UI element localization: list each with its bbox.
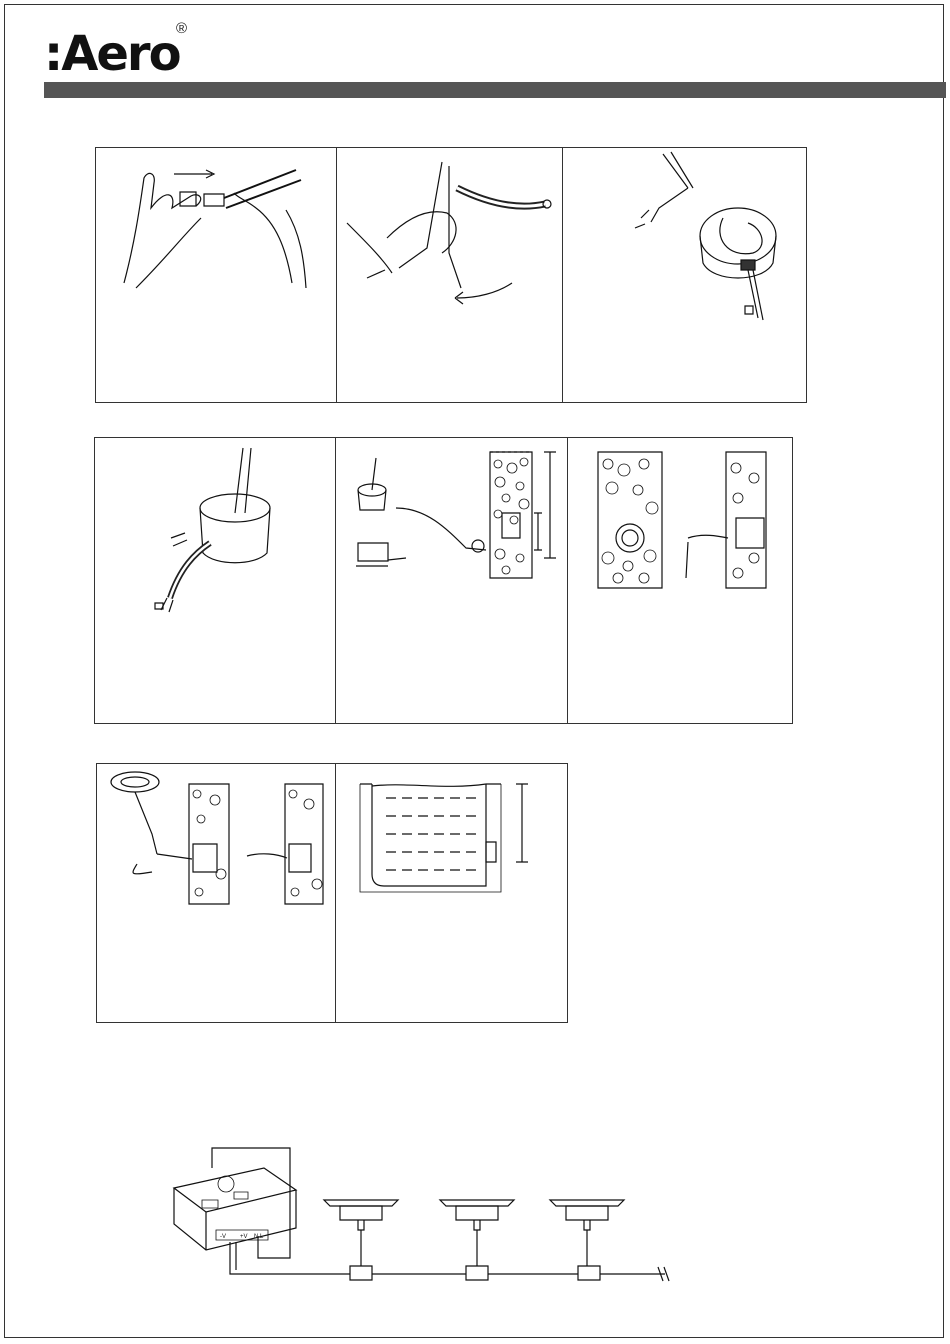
housing-set-in-wall-icon (568, 438, 793, 723)
pool-lamp-2-icon (440, 1200, 514, 1266)
steps-row-1 (95, 147, 807, 403)
terminal-label-negative: -V (220, 1234, 226, 1240)
pool-filled-with-water-icon (336, 764, 568, 1022)
wiring-diagram (160, 1140, 700, 1290)
transformer-box-icon (174, 1168, 296, 1250)
step-6-panel (567, 438, 792, 723)
steps-row-2 (94, 437, 793, 724)
terminal-label-mains: N L (254, 1234, 264, 1240)
step-7-panel (97, 764, 335, 1022)
lamp-inserted-into-wall-icon (97, 764, 335, 1022)
pool-lamp-1-icon (324, 1200, 398, 1266)
step-1-panel (96, 148, 336, 402)
step-2-panel (336, 148, 562, 402)
junction-box-1 (350, 1266, 372, 1280)
step-8-panel (335, 764, 567, 1022)
header-bar (44, 82, 946, 98)
steps-row-3 (96, 763, 568, 1023)
step-3-panel (562, 148, 806, 402)
trowel-mortar-wall-icon (336, 438, 568, 723)
pliers-crimping-conduit-icon (337, 148, 563, 402)
housing-with-conduit-icon (95, 438, 335, 723)
pool-lamp-3-icon (550, 1200, 624, 1266)
cable-through-housing-icon (563, 148, 807, 402)
junction-box-3 (578, 1266, 600, 1280)
registered-mark: ® (176, 20, 188, 37)
brand-logo: :Aero (44, 26, 180, 82)
terminal-label-positive: +V (240, 1234, 248, 1240)
hands-connecting-cable-connector-icon (96, 148, 336, 402)
step-5-panel (335, 438, 567, 723)
step-4-panel (95, 438, 335, 723)
junction-box-2 (466, 1266, 488, 1280)
